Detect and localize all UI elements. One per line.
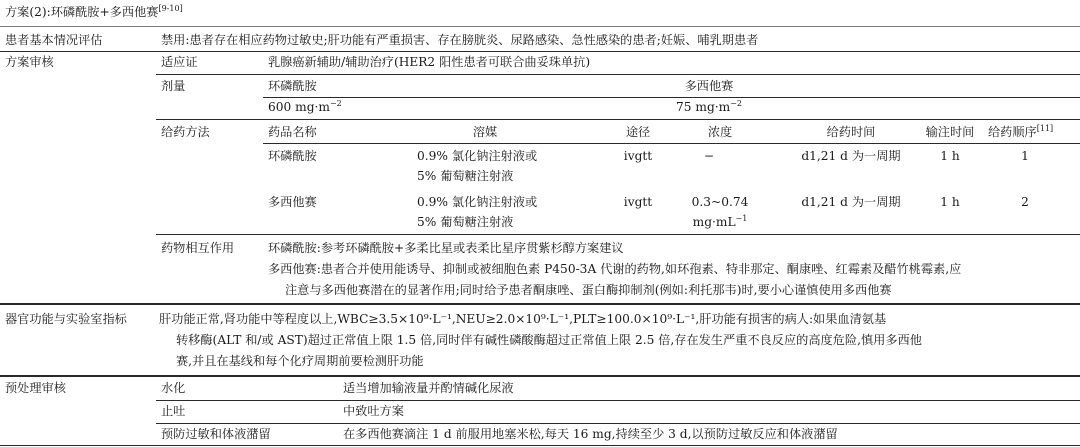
allergy-prevention-label: 预防过敏和体液潴留 [161, 427, 271, 441]
admin-row-1-infusion: 1 h [940, 149, 960, 163]
admin-header-time: 给药时间 [826, 125, 876, 139]
indication-label: 适应证 [161, 55, 198, 69]
admin-row-2-solvent-2: 5% 葡萄糖注射液 [417, 215, 514, 229]
dose-value-docetaxel [676, 101, 742, 113]
rule-line [0, 51, 1080, 52]
organ-function-line-1: 肝功能正常,肾功能中等程度以上,WBC≥3.5×10⁹·L⁻¹,NEU≥2.0×10⁹·L⁻¹,PLT≥100.0×10⁹·L⁻¹,肝功能有损害的病人:如果血清氨基 [159, 312, 887, 326]
admin-row-2-infusion: 1 h [940, 195, 960, 209]
admin-row-1-time: d1,21 d 为一周期 [801, 149, 901, 163]
allergy-prevention-text: 在多西他赛滴注 1 d 前服用地塞米松,每天 16 mg,持续至少 3 d,以预防过敏反应和体液潴留 [343, 427, 838, 441]
rule-line [0, 26, 1080, 27]
dose-label: 剂量 [161, 79, 186, 93]
admin-row-2-solvent-1: 0.9% 氯化钠注射液或 [417, 195, 538, 209]
dose-drug-cyclophosphamide: 环磷酰胺 [268, 79, 317, 93]
scheme-review-label: 方案审核 [5, 55, 54, 69]
admin-row-1-name: 环磷酰胺 [268, 149, 317, 163]
rule-line [156, 74, 1080, 75]
rule-line [156, 234, 1080, 235]
admin-row-2-order: 2 [1021, 195, 1029, 209]
admin-header-route: 途径 [625, 125, 651, 139]
admin-header-solvent: 溶媒 [472, 125, 498, 139]
rule-line [156, 119, 1080, 120]
concentration-unit-exponent: −1 [735, 214, 748, 223]
hydration-text: 适当增加输液量并酌情碱化尿液 [343, 381, 514, 395]
antiemetic-label: 止吐 [161, 404, 186, 418]
admin-row-2-time: d1,21 d 为一周期 [801, 195, 901, 209]
admin-row-1-concentration: − [703, 149, 715, 163]
interaction-label: 药物相互作用 [161, 241, 235, 255]
admin-row-2-concentration-1: 0.3~0.74 [691, 195, 749, 209]
dose-value-text: 75 mg·m [676, 100, 731, 114]
admin-header-concentration: 浓度 [707, 125, 733, 139]
interaction-line-1: 环磷酰胺:参考环磷酰胺+多柔比星或表柔比星序贯紫杉醇方案建议 [268, 241, 624, 255]
admin-header-order [988, 126, 1053, 138]
dose-drug-docetaxel: 多西他赛 [684, 79, 734, 93]
scheme-title [5, 6, 183, 18]
admin-row-1-solvent-1: 0.9% 氯化钠注射液或 [417, 149, 538, 163]
admin-header-drug: 药品名称 [268, 125, 317, 139]
dose-unit-exponent: −2 [730, 99, 742, 108]
rule-line [0, 375, 1080, 377]
interaction-line-3: 注意与多西他赛潜在的显著作用;同时给予患者酮康唑、蛋白酶抑制剂(例如:利托那韦)时,要小心谨慎使用多西他赛 [285, 283, 892, 297]
indication-text: 乳腺癌新辅助/辅助治疗(HER2 阳性患者可联合曲妥珠单抗) [268, 55, 591, 69]
admin-header-order-ref: [11] [1036, 124, 1054, 133]
admin-row-2-concentration-2 [693, 216, 748, 228]
patient-assessment-text: 禁用:患者存在相应药物过敏史;肝功能有严重损害、存在膀胱炎、尿路感染、急性感染的患者;妊娠、哺乳期患者 [161, 33, 759, 47]
rule-line [156, 423, 1080, 424]
admin-header-order-text: 给药顺序 [988, 125, 1037, 139]
dose-value-text: 600 mg·m [268, 100, 330, 114]
rule-line [263, 143, 1080, 144]
organ-function-label: 器官功能与实验室指标 [5, 312, 127, 326]
antiemetic-text: 中致吐方案 [343, 404, 404, 418]
admin-row-1-order: 1 [1021, 149, 1029, 163]
rule-line [156, 400, 1080, 401]
admin-row-2-route: ivgtt [623, 195, 653, 209]
pretreatment-label: 预处理审核 [5, 381, 66, 395]
rule-line [0, 445, 1080, 446]
hydration-label: 水化 [161, 381, 186, 395]
scheme-title-ref: [9-10] [158, 4, 183, 13]
rule-line [0, 303, 1080, 305]
admin-row-2-name: 多西他赛 [268, 195, 317, 209]
rule-line [263, 97, 1080, 98]
dose-value-cyclophosphamide [268, 101, 342, 113]
scheme-title-text: 方案(2):环磷酰胺+多西他赛 [5, 5, 159, 19]
organ-function-line-2: 转移酶(ALT 和/或 AST)超过正常值上限 1.5 倍,同时伴有碱性磷酸酶超过正常值上限 2.5 倍,存在发生严重不良反应的高度危险,慎用多西他 [176, 333, 922, 347]
admin-row-1-route: ivgtt [623, 149, 653, 163]
concentration-unit-text: mg·mL [692, 215, 736, 229]
dose-unit-exponent: −2 [329, 99, 342, 108]
patient-assessment-label: 患者基本情况评估 [5, 33, 103, 47]
organ-function-line-3: 赛,并且在基线和每个化疗周期前要检测肝功能 [176, 354, 424, 368]
administration-label: 给药方法 [161, 125, 210, 139]
admin-row-1-solvent-2: 5% 葡萄糖注射液 [417, 169, 514, 183]
admin-header-infusion: 输注时间 [925, 125, 975, 139]
interaction-line-2: 多西他赛:患者合并使用能诱导、抑制或被细胞色素 P450-3A 代谢的药物,如环孢素、特非那定、酮康唑、红霉素及醋竹桃霉素,应 [268, 262, 962, 276]
